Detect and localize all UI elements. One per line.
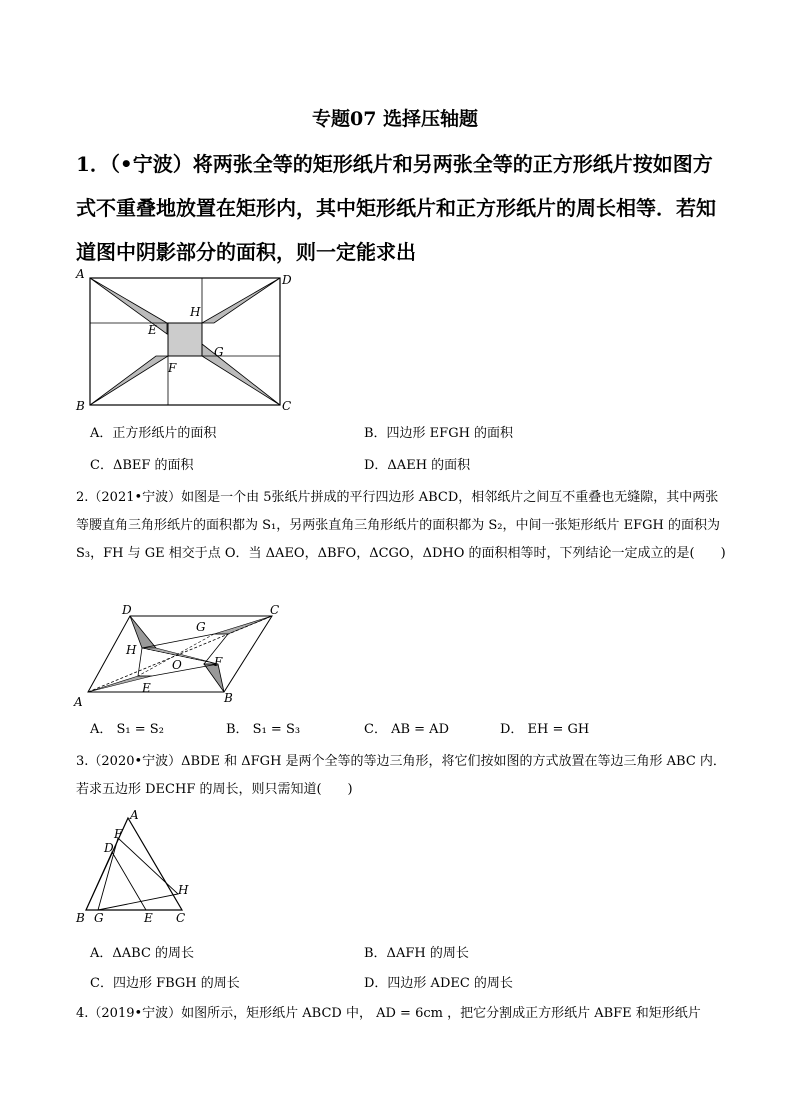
- q2-option-a: A． S₁ = S₂: [90, 722, 164, 737]
- label-H: H: [190, 305, 201, 319]
- q1-option-a: A．正方形纸片的面积: [90, 426, 217, 441]
- question-3-figure: [72, 806, 198, 926]
- label-F: F: [214, 655, 223, 669]
- question-1-figure: [68, 264, 300, 414]
- q2-option-b: B． S₁ = S₃: [226, 722, 301, 737]
- q3-option-c: C．四边形 FBGH 的周长: [90, 976, 240, 991]
- label-B: B: [224, 691, 233, 705]
- label-E: E: [144, 911, 153, 925]
- label-E: E: [148, 323, 157, 337]
- label-H: H: [178, 883, 189, 897]
- label-D: D: [104, 841, 114, 855]
- question-4-stem: 4.（2019•宁波）如图所示，矩形纸片 ABCD 中， AD = 6cm ，把它分割成正方形纸片 ABFE 和矩形纸片: [76, 1006, 701, 1021]
- q2-option-d: D． EH = GH: [500, 722, 590, 737]
- label-A: A: [76, 267, 85, 281]
- question-2-figure: [72, 604, 284, 712]
- q1-option-c: C．ΔBEF 的面积: [90, 458, 194, 473]
- label-C: C: [282, 399, 292, 413]
- label-F: F: [114, 827, 123, 841]
- label-G: G: [196, 620, 206, 634]
- q3-option-b: B．ΔAFH 的周长: [364, 946, 469, 961]
- label-C: C: [176, 911, 186, 925]
- label-G: G: [94, 911, 104, 925]
- q2-option-c: C． AB = AD: [364, 722, 449, 737]
- question-3-stem: 3.（2020•宁波）ΔBDE 和 ΔFGH 是两个全等的等边三角形，将它们按如图的方式放置在等边三角形 ABC 内．若求五边形 DECHF 的周长，则只需知道( ): [76, 754, 726, 797]
- label-O: O: [172, 658, 182, 672]
- label-C: C: [270, 604, 280, 617]
- q1-option-d: D．ΔAEH 的面积: [364, 458, 471, 473]
- q1-option-b: B．四边形 EFGH 的面积: [364, 426, 514, 441]
- label-D: D: [282, 273, 292, 287]
- q3-option-d: D．四边形 ADEC 的周长: [364, 976, 513, 991]
- q3-option-a: A．ΔABC 的周长: [90, 946, 195, 961]
- label-E: E: [142, 681, 151, 695]
- label-B: B: [76, 399, 85, 413]
- question-2-stem: 2.（2021•宁波）如图是一个由 5张纸片拼成的平行四边形 ABCD，相邻纸片之间互不重叠也无缝隙，其中两张等腰直角三角形纸片的面积都为 S₁，另两张直角三角形纸片的面积都为 S₂，中间一张矩形纸片 EFGH 的面积为 S₃，FH 与 GE 相交于点 O．当 ΔAEO，ΔBFO，ΔCGO，ΔDHO 的面积相等时，下列结论一定成立的是( ): [76, 490, 726, 561]
- label-A: A: [130, 808, 139, 822]
- label-H: H: [126, 643, 137, 657]
- label-G: G: [214, 345, 224, 359]
- page-title: 专题07 选择压轴题: [311, 108, 479, 130]
- label-A: A: [74, 695, 83, 709]
- label-B: B: [76, 911, 85, 925]
- label-D: D: [122, 604, 132, 617]
- question-1-stem: 1．（•宁波）将两张全等的矩形纸片和另两张全等的正方形纸片按如图方式不重叠地放置在矩形内，其中矩形纸片和正方形纸片的周长相等．若知道图中阴影部分的面积，则一定能求出: [76, 152, 716, 264]
- label-F: F: [168, 361, 177, 375]
